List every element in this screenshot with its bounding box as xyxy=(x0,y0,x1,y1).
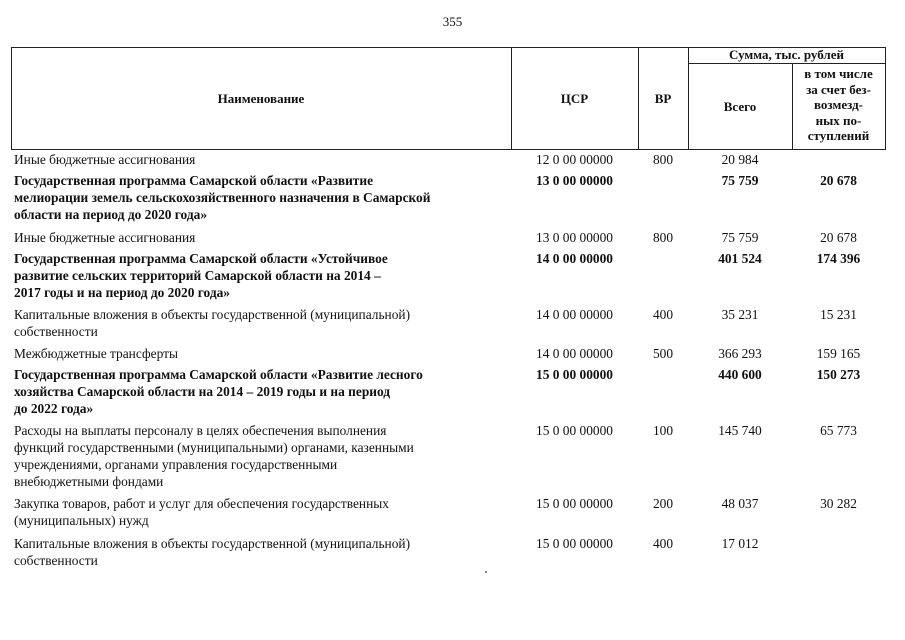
row-name xyxy=(14,172,508,223)
row-name-line: собственности xyxy=(14,553,98,568)
header-bottom-border xyxy=(11,149,885,150)
row-total: 48 037 xyxy=(721,496,759,511)
row-csr: 14 0 00 00000 xyxy=(536,251,613,266)
header-grants-line: ступлений xyxy=(807,128,870,143)
row-total: 366 293 xyxy=(718,346,762,361)
row-total: 35 231 xyxy=(721,307,759,322)
row-name-line: внебюджетными фондами xyxy=(14,474,164,489)
row-grants: 30 282 xyxy=(820,496,857,511)
header-sum: Сумма, тыс. рублей xyxy=(729,47,844,62)
row-total: 75 759 xyxy=(721,173,759,188)
border-right xyxy=(885,47,886,150)
row-vr: 400 xyxy=(652,536,674,551)
row-name-line: функций государственными (муниципальными) органами, казенными xyxy=(14,440,414,455)
row-csr: 15 0 00 00000 xyxy=(536,536,613,551)
row-name xyxy=(14,306,508,340)
row-vr: 800 xyxy=(652,230,674,245)
row-csr: 15 0 00 00000 xyxy=(536,496,613,511)
row-name-line: мелиорации земель сельскохозяйственного назначения в Самарской xyxy=(14,190,431,205)
row-name-line: Государственная программа Самарской области «Устойчивое xyxy=(14,251,388,266)
header-grants-line: ных по- xyxy=(815,112,862,128)
row-total: 75 759 xyxy=(721,230,759,245)
row-name-line: до 2022 года» xyxy=(14,401,94,416)
row-name-line: Иные бюджетные ассигнования xyxy=(14,152,196,167)
row-grants: 65 773 xyxy=(820,423,857,438)
row-name-line: области на период до 2020 года» xyxy=(14,207,208,222)
row-csr: 13 0 00 00000 xyxy=(536,173,613,188)
row-name-line: Расходы на выплаты персоналу в целях обеспечения выполнения xyxy=(14,423,387,438)
row-name xyxy=(14,495,508,529)
row-total: 20 984 xyxy=(721,152,759,167)
header-csr: ЦСР xyxy=(560,91,589,106)
row-name-line: Капитальные вложения в объекты государственной (муниципальной) xyxy=(14,536,411,551)
row-name-line: Иные бюджетные ассигнования xyxy=(14,230,196,245)
row-vr: 200 xyxy=(652,496,674,511)
row-vr: 800 xyxy=(652,152,674,167)
row-grants: 159 165 xyxy=(816,346,861,361)
row-total: 401 524 xyxy=(718,251,762,266)
row-grants: 20 678 xyxy=(820,230,857,245)
row-total: 17 012 xyxy=(721,536,759,551)
sum-header-divider xyxy=(688,63,885,64)
row-name-line: Государственная программа Самарской области «Развитие лесного xyxy=(14,367,423,382)
row-name xyxy=(14,535,508,569)
row-csr: 13 0 00 00000 xyxy=(536,230,613,245)
row-name-line: Государственная программа Самарской области «Развитие xyxy=(14,173,374,188)
row-name xyxy=(14,250,508,301)
row-grants: 15 231 xyxy=(820,307,857,322)
row-name-line: Закупка товаров, работ и услуг для обеспечения государственных xyxy=(14,496,389,511)
row-csr: 14 0 00 00000 xyxy=(536,307,613,322)
row-name xyxy=(14,151,508,168)
row-vr: 400 xyxy=(652,307,674,322)
row-grants: 150 273 xyxy=(816,367,861,382)
row-csr: 12 0 00 00000 xyxy=(536,152,613,167)
row-name-line: 2017 годы и на период до 2020 года» xyxy=(14,285,231,300)
row-csr: 14 0 00 00000 xyxy=(536,346,613,361)
row-name-line: развитие сельских территорий Самарской области на 2014 – xyxy=(14,268,381,283)
header-name: Наименование xyxy=(217,91,305,106)
row-name-line: собственности xyxy=(14,324,98,339)
header-total: Всего xyxy=(723,99,757,114)
row-vr: 100 xyxy=(652,423,674,438)
row-name xyxy=(14,366,508,417)
row-vr: 500 xyxy=(652,346,674,361)
row-name xyxy=(14,229,508,246)
row-name xyxy=(14,422,508,490)
header-grants-line: за счет без- xyxy=(806,81,871,97)
row-csr: 15 0 00 00000 xyxy=(536,367,613,382)
row-name-line: хозяйства Самарской области на 2014 – 2019 годы и на период xyxy=(14,384,391,399)
header-grants-line: возмезд- xyxy=(814,97,863,112)
row-name-line: учреждениями, органами управления государственными xyxy=(14,457,338,472)
header-grants xyxy=(792,66,885,144)
row-total: 145 740 xyxy=(718,423,762,438)
header-grants-line: в том числе xyxy=(804,66,873,81)
row-name-line: (муниципальных) нужд xyxy=(14,513,149,528)
row-name-line: Межбюджетные трансферты xyxy=(14,346,178,361)
row-name xyxy=(14,345,508,362)
page-number: 355 xyxy=(442,14,463,29)
row-name-line: Капитальные вложения в объекты государственной (муниципальной) xyxy=(14,307,411,322)
row-total: 440 600 xyxy=(718,367,762,382)
header-vr: ВР xyxy=(654,91,672,106)
row-grants: 20 678 xyxy=(820,173,857,188)
row-grants: 174 396 xyxy=(816,251,861,266)
row-csr: 15 0 00 00000 xyxy=(536,423,613,438)
scan-speck xyxy=(485,571,487,573)
